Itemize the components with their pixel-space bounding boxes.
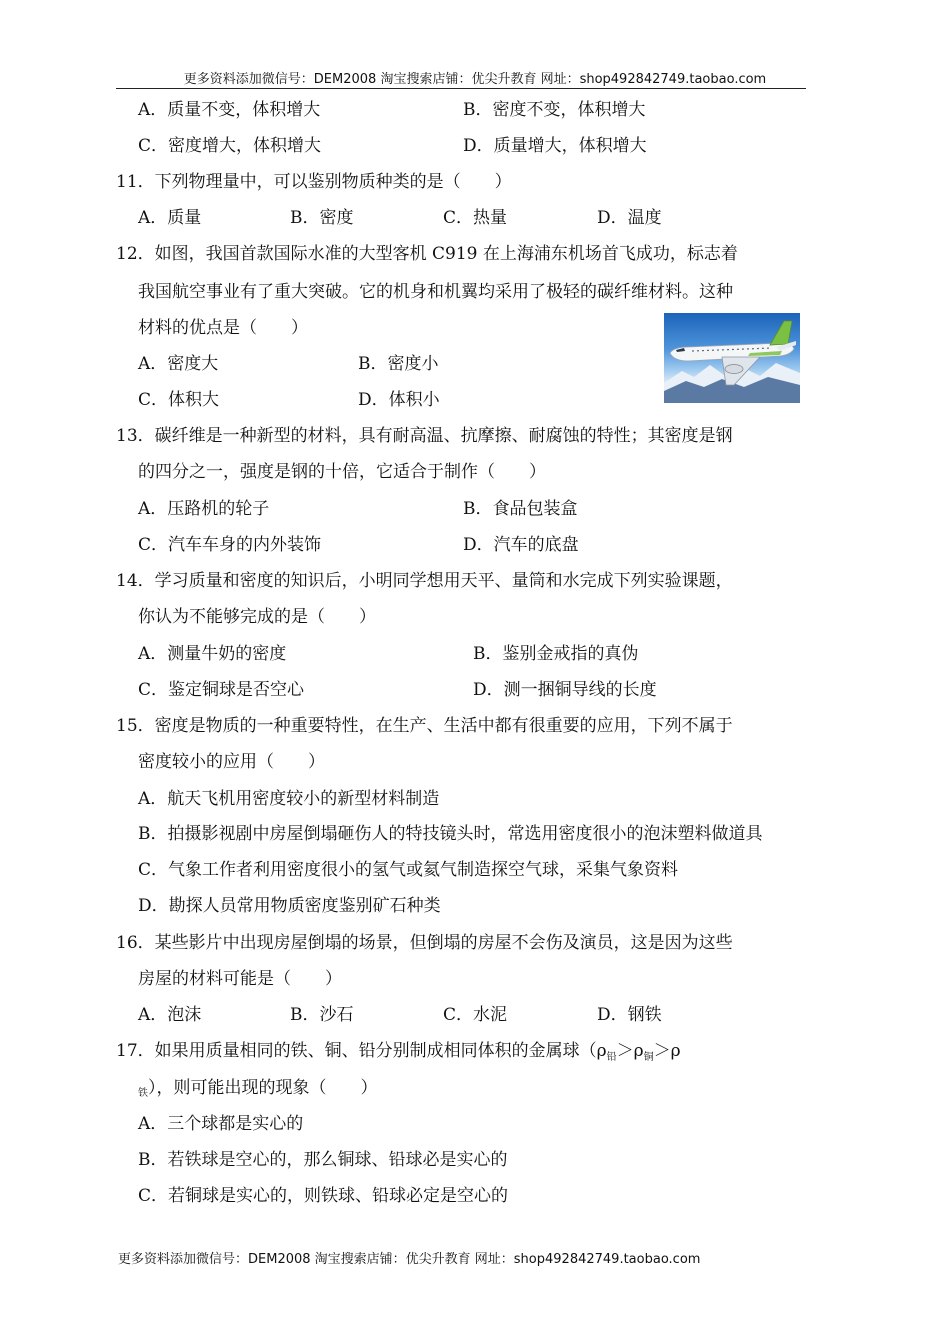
q16-option-a: A．泡沫	[138, 1005, 202, 1025]
q17-option-a: A．三个球都是实心的	[138, 1114, 304, 1134]
q13-option-b: B．食品包装盒	[463, 499, 578, 519]
q12-option-d: D．体积小	[358, 390, 440, 410]
q17-option-c: C．若铜球是实心的，则铁球、铅球必定是空心的	[138, 1186, 509, 1206]
q15-option-b: B．拍摄影视剧中房屋倒塌砸伤人的特技镜头时，常选用密度很小的泡沫塑料做道具	[138, 824, 763, 844]
q12-stem-line2: 我国航空事业有了重大突破。它的机身和机翼均采用了极轻的碳纤维材料。这种	[138, 282, 733, 302]
q15-option-d: D．勘探人员常用物质密度鉴别矿石种类	[138, 896, 441, 916]
q11-option-c: C．热量	[443, 208, 508, 228]
q10-option-b: B．密度不变，体积增大	[463, 100, 646, 120]
q17-sub-lead: 铅	[606, 1052, 617, 1063]
q17-option-b: B．若铁球是空心的，那么铜球、铅球必是实心的	[138, 1150, 508, 1170]
q13-stem-line1: 13．碳纤维是一种新型的材料，具有耐高温、抗摩擦、耐腐蚀的特性；其密度是钢	[116, 426, 733, 446]
q13-stem-line2: 的四分之一，强度是钢的十倍，它适合于制作（ ）	[138, 462, 546, 482]
q13-option-a: A．压路机的轮子	[138, 499, 270, 519]
q16-option-d: D．钢铁	[597, 1005, 662, 1025]
q16-stem-line1: 16．某些影片中出现房屋倒塌的场景，但倒塌的房屋不会伤及演员，这是因为这些	[116, 933, 733, 953]
q17-greater-than-2: ＞ρ	[653, 1041, 681, 1061]
q12-stem-line3: 材料的优点是（ ）	[138, 318, 308, 338]
q17-sub-iron: 铁	[138, 1088, 148, 1099]
q10-option-c: C．密度增大，体积增大	[138, 136, 322, 156]
header-rule	[116, 88, 806, 89]
q12-stem-line1: 12．如图，我国首款国际水准的大型客机 C919 在上海浦东机场首飞成功，标志着	[116, 244, 738, 264]
q12-option-a: A．密度大	[138, 354, 219, 374]
q11-option-b: B．密度	[290, 208, 354, 228]
q15-option-a: A．航天飞机用密度较小的新型材料制造	[138, 789, 440, 809]
q11-option-d: D．温度	[597, 208, 662, 228]
q14-option-b: B．鉴别金戒指的真伪	[473, 644, 639, 664]
q10-option-a: A．质量不变，体积增大	[138, 100, 321, 120]
q17-stem-text: 17．如果用质量相同的铁、铜、铅分别制成相同体积的金属球（ρ	[116, 1041, 607, 1061]
q13-option-d: D．汽车的底盘	[463, 535, 579, 555]
q17-sub-copper: 铜	[643, 1052, 654, 1063]
q14-stem-line2: 你认为不能够完成的是（ ）	[138, 607, 376, 627]
q11-stem: 11．下列物理量中，可以鉴别物质种类的是（ ）	[116, 172, 512, 192]
q10-option-d: D．质量增大，体积增大	[463, 136, 647, 156]
q15-stem-line2: 密度较小的应用（ ）	[138, 752, 325, 772]
q17-stem-rest: ），则可能出现的现象（ ）	[148, 1078, 378, 1098]
q14-stem-line1: 14．学习质量和密度的知识后，小明同学想用天平、量筒和水完成下列实验课题，	[116, 571, 733, 591]
q17-stem-line2	[138, 1077, 378, 1102]
q16-option-c: C．水泥	[443, 1005, 508, 1025]
q13-option-c: C．汽车车身的内外装饰	[138, 535, 322, 555]
q11-option-a: A．质量	[138, 208, 202, 228]
c919-airplane-photo	[664, 313, 800, 403]
q17-stem-line1	[116, 1040, 681, 1065]
q15-option-c: C．气象工作者利用密度很小的氢气或氦气制造探空气球，采集气象资料	[138, 860, 679, 880]
q12-option-b: B．密度小	[358, 354, 439, 374]
q16-stem-line2: 房屋的材料可能是（ ）	[138, 969, 342, 989]
q14-option-a: A．测量牛奶的密度	[138, 644, 287, 664]
q12-option-c: C．体积大	[138, 390, 220, 410]
q16-option-b: B．沙石	[290, 1005, 354, 1025]
q14-option-c: C．鉴定铜球是否空心	[138, 680, 305, 700]
q17-greater-than-1: ＞ρ	[616, 1041, 644, 1061]
q15-stem-line1: 15．密度是物质的一种重要特性，在生产、生活中都有很重要的应用，下列不属于	[116, 716, 733, 736]
q14-option-d: D．测一捆铜导线的长度	[473, 680, 657, 700]
page-footer: 更多资料添加微信号：DEM2008 淘宝搜索店铺：优尖升教育 网址：shop492842749.taobao.com	[118, 1252, 701, 1267]
page-header: 更多资料添加微信号：DEM2008 淘宝搜索店铺：优尖升教育 网址：shop492842749.taobao.com	[183, 72, 767, 87]
